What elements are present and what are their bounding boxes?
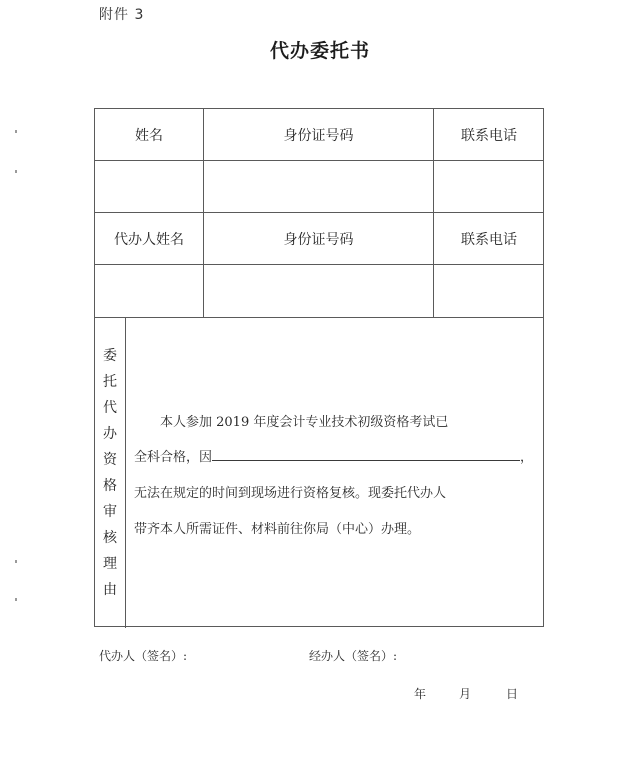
reason-line-3: 无法在规定的时间到现场进行资格复核。现委托代办人: [134, 486, 447, 501]
reason-line-2-suffix: ，: [520, 450, 534, 465]
label-char: 理: [103, 556, 117, 572]
scan-mark: [15, 560, 17, 563]
agent-signature-label: 代办人（签名）:: [99, 649, 188, 663]
reason-line-2-prefix: 全科合格，因: [134, 450, 213, 465]
label-char: 格: [103, 478, 117, 494]
label-char: 委: [103, 348, 117, 364]
reason-line-4: 带齐本人所需证件、材料前往你局（中心）办理。: [134, 522, 421, 537]
reason-section-label: [95, 318, 125, 628]
label-char: 审: [103, 504, 117, 520]
header-phone: 联系电话: [461, 127, 517, 144]
header-agent-name: 代办人姓名: [114, 231, 184, 248]
attachment-label: 附件 3: [99, 7, 145, 23]
agent-id-number-field[interactable]: [204, 265, 433, 317]
label-char: 办: [103, 426, 117, 442]
label-char: 核: [103, 530, 117, 546]
reason-line-1: 本人参加 2019 年度会计专业技术初级资格考试已: [160, 415, 449, 430]
date-year-label: 年: [414, 687, 427, 701]
id-number-field[interactable]: [204, 161, 433, 212]
handler-signature-label: 经办人（签名）:: [309, 649, 398, 663]
phone-field[interactable]: [434, 161, 544, 212]
header-agent-phone: 联系电话: [461, 231, 517, 248]
reason-body: [126, 318, 544, 628]
scan-mark: [15, 130, 17, 133]
agent-phone-field[interactable]: [434, 265, 544, 317]
name-field[interactable]: [95, 161, 203, 212]
document-title: 代办委托书: [269, 40, 370, 62]
date-month-label: 月: [459, 687, 472, 701]
header-name: 姓名: [135, 127, 163, 144]
agent-name-field[interactable]: [95, 265, 203, 317]
scan-mark: [15, 598, 17, 601]
header-id-number: 身份证号码: [283, 127, 354, 144]
reason-blank-field[interactable]: [212, 448, 520, 461]
label-char: 托: [103, 374, 117, 390]
date-day-label: 日: [506, 687, 519, 701]
header-agent-id-number: 身份证号码: [283, 231, 354, 248]
reason-line-2: [134, 446, 533, 465]
delegation-form-table: [94, 108, 544, 627]
label-char: 资: [103, 452, 117, 468]
label-char: 代: [103, 400, 117, 416]
label-char: 由: [103, 582, 117, 598]
scan-mark: [15, 170, 17, 173]
